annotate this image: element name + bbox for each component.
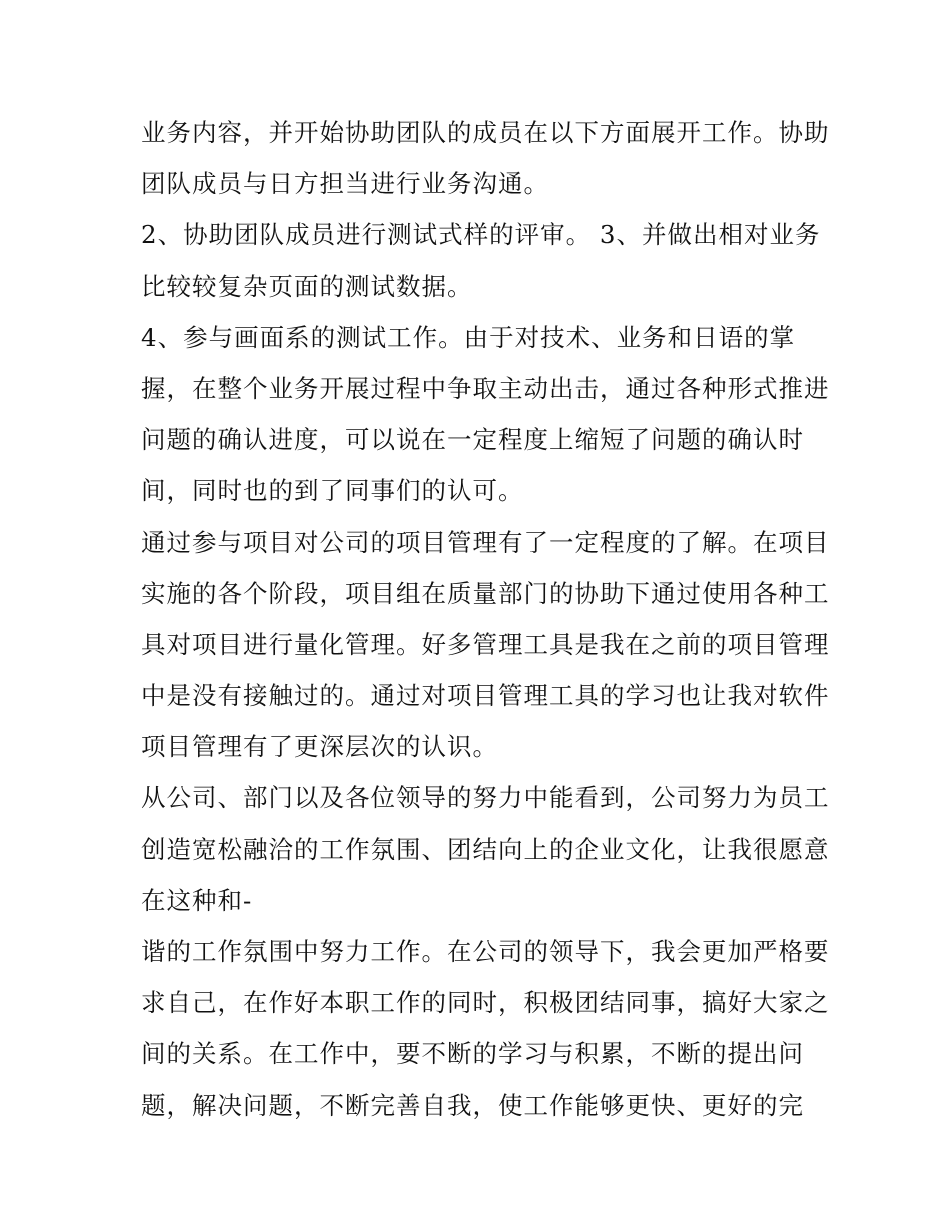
- text-line: 中是没有接触过的。通过对项目管理工具的学习也让我对软件: [141, 681, 830, 711]
- text-line: 题，解决问题，不断完善自我，使工作能够更快、更好的完: [141, 1090, 804, 1120]
- text-line: 问题的确认进度，可以说在一定程度上缩短了问题的确认时: [141, 425, 804, 455]
- text-line: 握，在整个业务开展过程中争取主动出击，通过各种形式推进: [141, 373, 830, 403]
- text-line: 实施的各个阶段，项目组在质量部门的协助下通过使用各种工: [141, 578, 830, 608]
- text-line: 团队成员与日方担当进行业务沟通。: [141, 169, 549, 199]
- text-line: 比较较复杂页面的测试数据。: [141, 271, 473, 301]
- document-body: [141, 107, 830, 1131]
- text-line: 2、协助团队成员进行测试式样的评审。 3、并做出相对业务: [141, 220, 821, 250]
- text-line: 具对项目进行量化管理。好多管理工具是我在之前的项目管理: [141, 629, 830, 659]
- text-line: 求自己，在作好本职工作的同时，积极团结同事，搞好大家之: [141, 988, 830, 1018]
- text-line: 项目管理有了更深层次的认识。: [141, 732, 498, 762]
- text-line: 间，同时也的到了同事们的认可。: [141, 476, 524, 506]
- text-line: 从公司、部门以及各位领导的努力中能看到，公司努力为员工: [141, 783, 830, 813]
- text-line: 通过参与项目对公司的项目管理有了一定程度的了解。在项目: [141, 527, 830, 557]
- text-line: 在这种和-: [141, 885, 253, 915]
- text-line: 间的关系。在工作中，要不断的学习与积累，不断的提出问: [141, 1039, 804, 1069]
- text-line: 4、参与画面系的测试工作。由于对技术、业务和日语的掌: [141, 322, 796, 352]
- text-line: 谐的工作氛围中努力工作。在公司的领导下，我会更加严格要: [141, 937, 830, 966]
- text-line: 创造宽松融洽的工作氛围、团结向上的企业文化，让我很愿意: [141, 834, 830, 864]
- text-line: 业务内容，并开始协助团队的成员在以下方面展开工作。协助: [141, 118, 830, 147]
